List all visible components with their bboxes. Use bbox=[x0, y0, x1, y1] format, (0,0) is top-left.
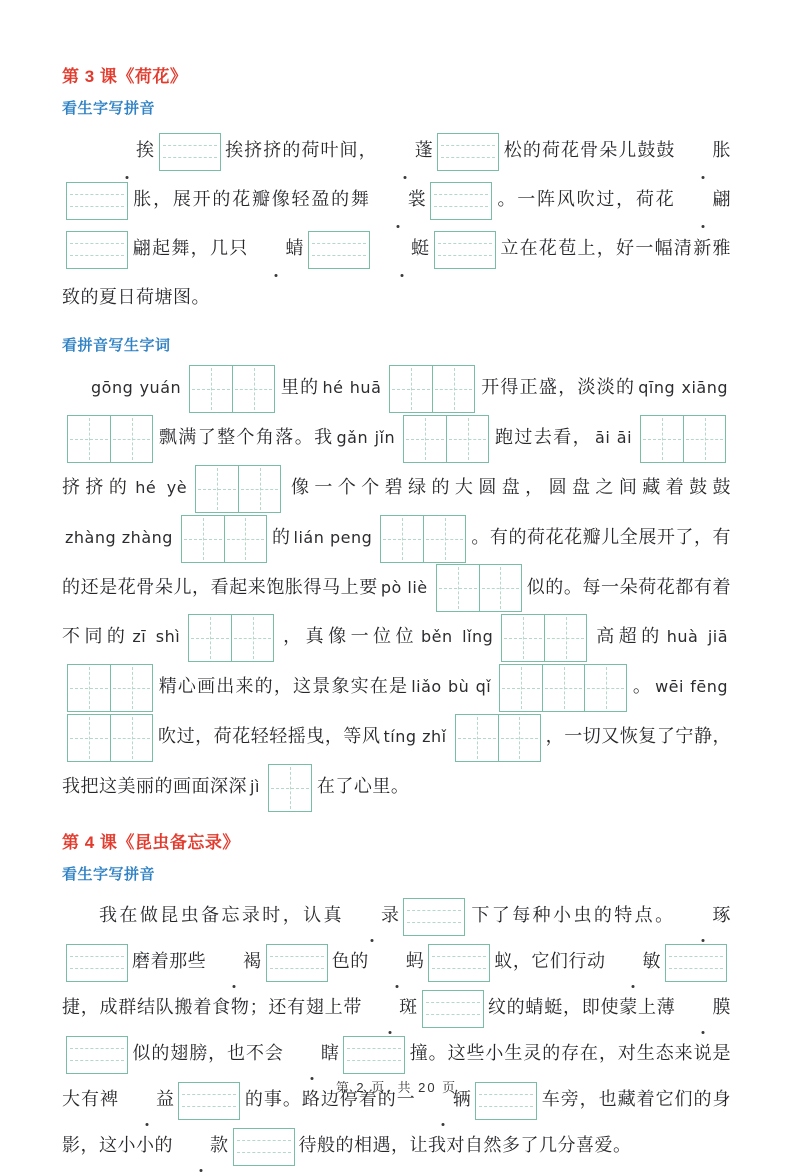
text-run: 的 bbox=[271, 526, 291, 547]
grid-cell bbox=[498, 715, 540, 761]
character-grid-box[interactable] bbox=[403, 415, 489, 463]
grid-cell bbox=[196, 466, 238, 512]
grid-cell bbox=[423, 516, 465, 562]
pinyin-answer-box[interactable] bbox=[430, 182, 492, 220]
text-run: 纹的蜻蜓，即使蒙上薄 bbox=[487, 996, 676, 1017]
grid-cell bbox=[390, 366, 432, 412]
grid-cell bbox=[446, 416, 488, 462]
emphasized-char: 胀 bbox=[676, 126, 732, 175]
grid-cell bbox=[110, 715, 152, 761]
text-run: 胀，展开的花瓣像轻盈的舞 bbox=[132, 189, 371, 209]
grid-cell bbox=[502, 615, 544, 661]
text-run: 精心画出来的，这景象实在是 bbox=[158, 676, 409, 697]
pinyin-answer-box[interactable] bbox=[665, 944, 727, 982]
grid-cell bbox=[500, 665, 542, 711]
text-run: 立在花苞上，好一幅清新雅致的夏日荷塘图。 bbox=[62, 238, 732, 307]
lesson3-pinyin-heading: 看生字写拼音 bbox=[62, 100, 156, 117]
emphasized-char: 膜 bbox=[676, 984, 732, 1030]
pinyin-label: lián peng bbox=[293, 527, 373, 547]
emphasized-char: 裳 bbox=[371, 175, 427, 224]
pinyin-answer-box[interactable] bbox=[66, 1036, 128, 1074]
character-grid-box[interactable] bbox=[268, 764, 312, 812]
emphasized-char: 翩 bbox=[676, 175, 732, 224]
character-grid-box[interactable] bbox=[640, 415, 726, 463]
text-run: 开得正盛，淡淡的 bbox=[480, 377, 636, 397]
pinyin-label: gōng yuán bbox=[91, 378, 182, 397]
emphasized-char: 瞎 bbox=[284, 1030, 340, 1076]
grid-cell bbox=[381, 516, 423, 562]
pinyin-answer-box[interactable] bbox=[437, 133, 499, 171]
text-run: 吹过，荷花轻轻摇曳，等风 bbox=[158, 726, 381, 747]
pinyin-label: liǎo bù qǐ bbox=[411, 677, 492, 697]
text-run: 下了每种小虫的特点。 bbox=[469, 904, 676, 925]
grid-cell bbox=[68, 416, 110, 462]
grid-cell bbox=[542, 665, 584, 711]
grid-cell bbox=[683, 416, 725, 462]
grid-cell bbox=[189, 615, 231, 661]
grid-cell bbox=[190, 366, 232, 412]
pinyin-answer-box[interactable] bbox=[422, 990, 484, 1028]
character-grid-box[interactable] bbox=[189, 365, 275, 413]
text-run: 。有的荷花花瓣儿全展开了，有的还是花骨朵儿，看起来饱胀得马上要 bbox=[62, 526, 732, 597]
pinyin-answer-box[interactable] bbox=[233, 1128, 295, 1166]
pinyin-answer-box[interactable] bbox=[308, 231, 370, 269]
text-run: ，真像一位位 bbox=[279, 626, 418, 647]
text-run: 捷，成群结队搬着食物；还有翅上带 bbox=[62, 996, 363, 1017]
character-grid-box[interactable] bbox=[195, 465, 281, 513]
text-run: 里的 bbox=[280, 377, 320, 397]
grid-cell bbox=[544, 615, 586, 661]
grid-cell bbox=[456, 715, 498, 761]
text-run: 似的。每一朵荷花都有着不同的 bbox=[62, 576, 732, 647]
grid-cell bbox=[182, 516, 224, 562]
text-run: 色的 bbox=[331, 950, 369, 971]
lesson4-pinyin-heading: 看生字写拼音 bbox=[62, 865, 156, 883]
lesson3-title: 第 3 课《荷花》 bbox=[62, 67, 188, 86]
text-run: 蚁，它们行动 bbox=[494, 950, 606, 971]
grid-cell bbox=[432, 366, 474, 412]
emphasized-char: 蚂 bbox=[369, 938, 425, 984]
pinyin-label: běn lǐng bbox=[420, 627, 494, 647]
grid-cell bbox=[584, 665, 626, 711]
emphasized-char: 蓬 bbox=[378, 126, 434, 175]
text-run: 挤挤的 bbox=[62, 476, 133, 497]
emphasized-char: 斑 bbox=[362, 984, 418, 1030]
emphasized-char: 款 bbox=[173, 1122, 229, 1168]
character-grid-box[interactable] bbox=[499, 664, 627, 712]
pinyin-label: hé yè bbox=[135, 477, 188, 497]
pinyin-answer-box[interactable] bbox=[434, 231, 496, 269]
grid-cell bbox=[68, 715, 110, 761]
pinyin-label: tíng zhǐ bbox=[383, 727, 447, 747]
character-grid-box[interactable] bbox=[389, 365, 475, 413]
text-run: 。一阵风吹过，荷花 bbox=[496, 189, 676, 209]
grid-cell bbox=[224, 516, 266, 562]
grid-cell bbox=[110, 416, 152, 462]
text-run: 跑过去看， bbox=[494, 426, 593, 447]
grid-cell bbox=[269, 765, 311, 811]
grid-cell bbox=[641, 416, 683, 462]
lesson3-section bbox=[62, 62, 731, 812]
grid-cell bbox=[110, 665, 152, 711]
emphasized-char: 录 bbox=[344, 892, 400, 938]
text-run: 的事。路边停着的一 bbox=[244, 1088, 416, 1109]
pinyin-answer-box[interactable] bbox=[66, 182, 128, 220]
grid-cell bbox=[68, 665, 110, 711]
character-grid-box[interactable] bbox=[181, 515, 267, 563]
text-run: 似的翅膀，也不会 bbox=[132, 1042, 284, 1063]
emphasized-char: 蜻 bbox=[249, 224, 305, 273]
pinyin-label: qīng xiāng bbox=[638, 378, 729, 397]
pinyin-label: jì bbox=[250, 777, 260, 796]
lesson4-pinyin-paragraph bbox=[62, 892, 731, 1168]
text-run: 松的荷花骨朵儿鼓鼓 bbox=[503, 140, 676, 160]
pinyin-answer-box[interactable] bbox=[343, 1036, 405, 1074]
pinyin-answer-box[interactable] bbox=[266, 944, 328, 982]
grid-cell bbox=[479, 565, 521, 611]
character-grid-box[interactable] bbox=[436, 564, 522, 612]
text-run: 撞。这些小生灵的存在，对生态来说是大有裨 bbox=[62, 1042, 732, 1109]
text-run: 翩起舞，几只 bbox=[132, 238, 249, 258]
pinyin-label: hé huā bbox=[322, 378, 382, 397]
emphasized-char: 挨 bbox=[99, 126, 155, 175]
text-run: 待般的相遇，让我对自然多了几分喜爱。 bbox=[298, 1134, 632, 1155]
text-run: 像一个个碧绿的大圆盘，圆盘之间藏着鼓鼓 bbox=[286, 476, 732, 497]
text-run: 我在做昆虫备忘录时，认真 bbox=[99, 904, 344, 925]
grid-cell bbox=[404, 416, 446, 462]
pinyin-label: gǎn jǐn bbox=[336, 427, 396, 447]
lesson4-section bbox=[62, 828, 731, 1168]
pinyin-label: āi āi bbox=[595, 427, 633, 447]
pinyin-answer-box[interactable] bbox=[403, 898, 465, 936]
character-grid-box[interactable] bbox=[188, 614, 274, 662]
pinyin-answer-box[interactable] bbox=[428, 944, 490, 982]
emphasized-char: 褐 bbox=[206, 938, 262, 984]
pinyin-label: zī shì bbox=[132, 627, 181, 647]
text-run: 飘满了整个角落。我 bbox=[158, 426, 334, 447]
grid-cell bbox=[437, 565, 479, 611]
grid-cell bbox=[231, 615, 273, 661]
text-run: ，一切又恢复了宁静，我把这美丽的画面深深 bbox=[62, 726, 732, 796]
pinyin-label: pò liè bbox=[380, 577, 428, 597]
emphasized-char: 益 bbox=[119, 1076, 175, 1122]
text-run: 在了心里。 bbox=[316, 776, 410, 796]
character-grid-box[interactable] bbox=[67, 664, 153, 712]
lesson3-word-heading: 看拼音写生字词 bbox=[62, 337, 171, 354]
lesson4-title: 第 4 课《昆虫备忘录》 bbox=[62, 832, 240, 852]
grid-cell bbox=[232, 366, 274, 412]
lesson3-pinyin-paragraph bbox=[62, 126, 731, 322]
grid-cell bbox=[238, 466, 280, 512]
text-run: 车旁，也藏着它们的身影，这小小的 bbox=[62, 1088, 732, 1155]
character-grid-box[interactable] bbox=[67, 415, 153, 463]
emphasized-char: 蜓 bbox=[374, 224, 430, 273]
pinyin-answer-box[interactable] bbox=[66, 231, 128, 269]
pinyin-answer-box[interactable] bbox=[66, 944, 128, 982]
pinyin-label: wēi fēng bbox=[655, 677, 729, 697]
character-grid-box[interactable] bbox=[501, 614, 587, 662]
character-grid-box[interactable] bbox=[67, 714, 153, 762]
lesson3-word-paragraph bbox=[62, 363, 731, 812]
page-number-footer: 第 2 页, 共 20 页 bbox=[335, 1080, 458, 1095]
text-run: 。 bbox=[632, 676, 653, 697]
pinyin-label: huà jiā bbox=[666, 627, 729, 647]
text-run: 高超的 bbox=[592, 626, 664, 647]
character-grid-box[interactable] bbox=[455, 714, 541, 762]
pinyin-label: zhàng zhàng bbox=[65, 527, 173, 547]
character-grid-box[interactable] bbox=[380, 515, 466, 563]
pinyin-answer-box[interactable] bbox=[159, 133, 221, 171]
emphasized-char: 辆 bbox=[416, 1076, 472, 1122]
emphasized-char: 敏 bbox=[606, 938, 662, 984]
text-run: 挨挤挤的荷叶间， bbox=[224, 140, 378, 160]
text-run: 磨着那些 bbox=[132, 950, 207, 971]
emphasized-char: 琢 bbox=[676, 892, 732, 938]
